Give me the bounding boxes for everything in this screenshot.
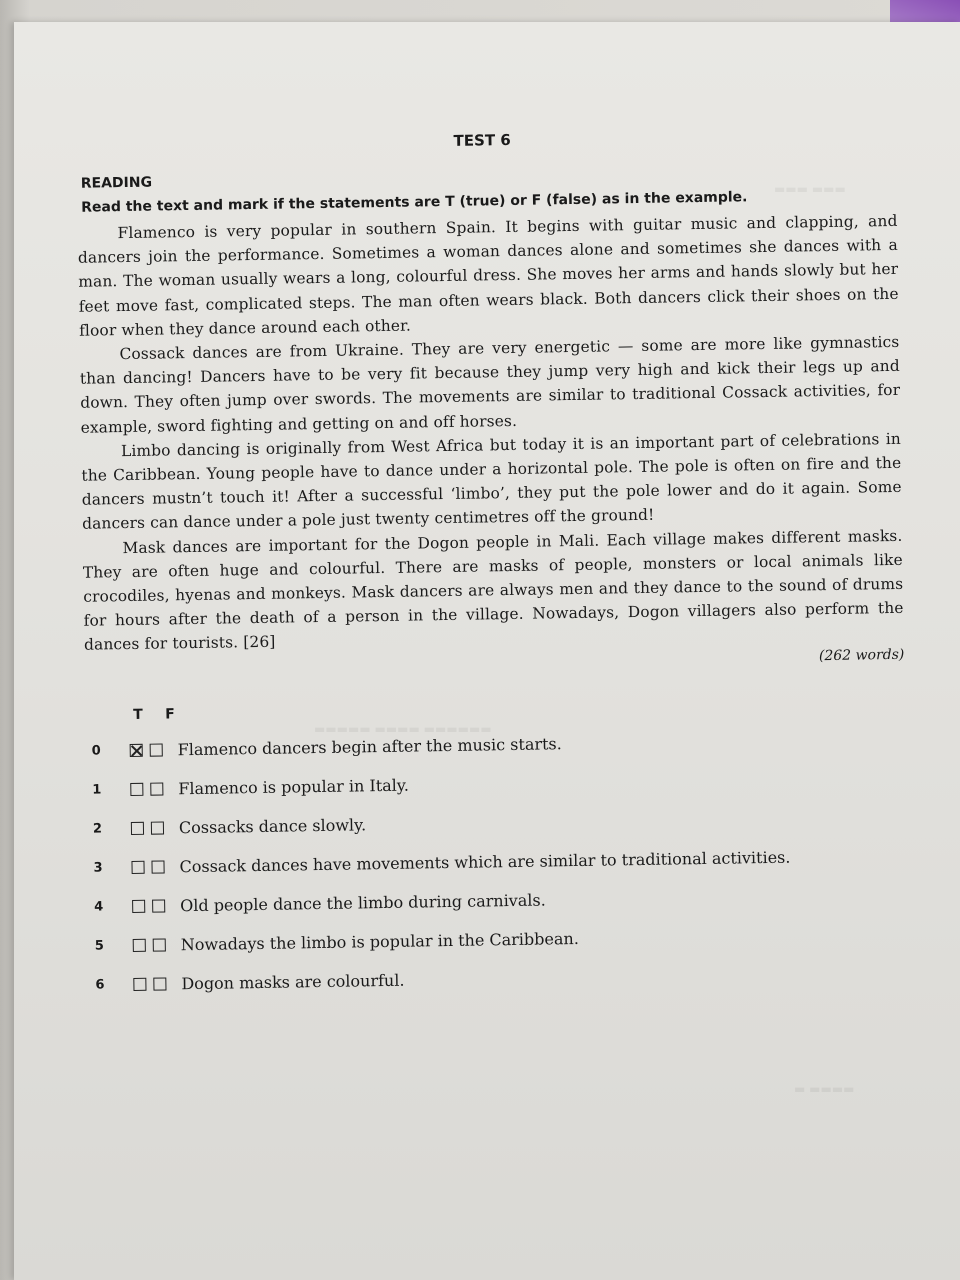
false-column-label: F xyxy=(165,705,175,723)
statement-number: 0 xyxy=(91,743,101,759)
statement-number: 4 xyxy=(94,899,104,915)
statement-number: 3 xyxy=(93,860,103,876)
test-content xyxy=(62,119,916,1005)
statement-number: 1 xyxy=(92,782,102,798)
paragraph-cossack: Cossack dances are from Ukraine. They are very energetic — some are more like gymnastics than dancing! Dancers have to be very fit because they jump very high and kick their legs up and down. They often jump over swords. The movements are similar to traditional Cossack activities, for example, sword fighting and getting on and off horses. xyxy=(79,332,901,437)
true-column-label: T xyxy=(133,706,143,723)
true-checkbox[interactable] xyxy=(131,860,144,873)
false-checkbox[interactable] xyxy=(153,938,166,951)
true-checkbox[interactable] xyxy=(133,977,146,990)
true-checkbox[interactable] xyxy=(130,743,143,756)
paragraph-mask: Mask dances are important for the Dogon people in Mali. Each village makes different masks. They are often huge and colourful. There are masks of people, monsters or local animals like crocodiles, hyenas and monkeys. Mask dancers are always men and they dance to the sound of drums for hours after the death of a person in the village. Nowadays, Dogon villagers also perform the dances for tourists. [26] xyxy=(82,526,904,655)
statement-number: 5 xyxy=(94,938,104,954)
section-title: READING xyxy=(80,174,153,192)
true-checkbox[interactable] xyxy=(132,899,145,912)
paragraph-flamenco: Flamenco is very popular in southern Spain. It begins with guitar music and clapping, and dancers join the performance. Sometimes a woman dances alone and sometimes she dances with a man. The woman usually wears a long, colourful dress. She moves her arms and hands slowly but her feet move fast, complicated steps. The man often wears black. Both dancers click their shoes on the floor when they dance around each other. xyxy=(77,211,899,340)
false-checkbox[interactable] xyxy=(151,860,164,873)
statement-text: Old people dance the limbo during carnivals. xyxy=(180,890,546,915)
false-checkbox[interactable] xyxy=(150,743,163,756)
statement-number: 6 xyxy=(95,977,105,993)
false-checkbox[interactable] xyxy=(152,899,165,912)
true-checkbox[interactable] xyxy=(130,782,143,795)
statement-text: Dogon masks are colourful. xyxy=(181,970,405,993)
test-title: TEST 6 xyxy=(453,130,511,150)
true-checkbox[interactable] xyxy=(131,821,144,834)
false-checkbox[interactable] xyxy=(150,782,163,795)
statement-number: 2 xyxy=(92,821,103,837)
statement-list xyxy=(91,718,915,1004)
bleed-through-text: ▬ ▬▬▬▬ xyxy=(794,1082,855,1096)
statement-text: Flamenco dancers begin after the music starts. xyxy=(177,733,562,759)
true-checkbox[interactable] xyxy=(133,938,146,951)
statement-text: Nowadays the limbo is popular in the Caribbean. xyxy=(180,928,579,954)
reading-passage xyxy=(77,209,904,675)
statement-text: Cossacks dance slowly. xyxy=(178,814,367,837)
statement-text: Cossack dances have movements which are similar to traditional activities. xyxy=(179,847,791,876)
false-checkbox[interactable] xyxy=(153,977,166,990)
word-count: (262 words) xyxy=(818,646,905,664)
task-instruction: Read the text and mark if the statements are T (true) or F (false) as in the example. xyxy=(81,189,748,216)
paragraph-limbo: Limbo dancing is originally from West Africa but today it is an important part of celebrations in the Caribbean. Young people have to dance under a horizontal pole. The pole is often on fire and the dancers mustn’t touch it! After a successful ‘limbo’, they put the pole lower and do it again. Some dancers can dance under a pole just twenty centimetres off the ground! xyxy=(81,429,902,534)
bleed-through-text: ▬▬▬▬▬ ▬▬▬▬ ▬▬▬▬▬▬ xyxy=(314,722,492,736)
statement-text: Flamenco is popular in Italy. xyxy=(178,775,409,798)
false-checkbox[interactable] xyxy=(151,821,164,834)
bleed-through-text: ▬▬▬ ▬▬▬ xyxy=(774,182,846,196)
